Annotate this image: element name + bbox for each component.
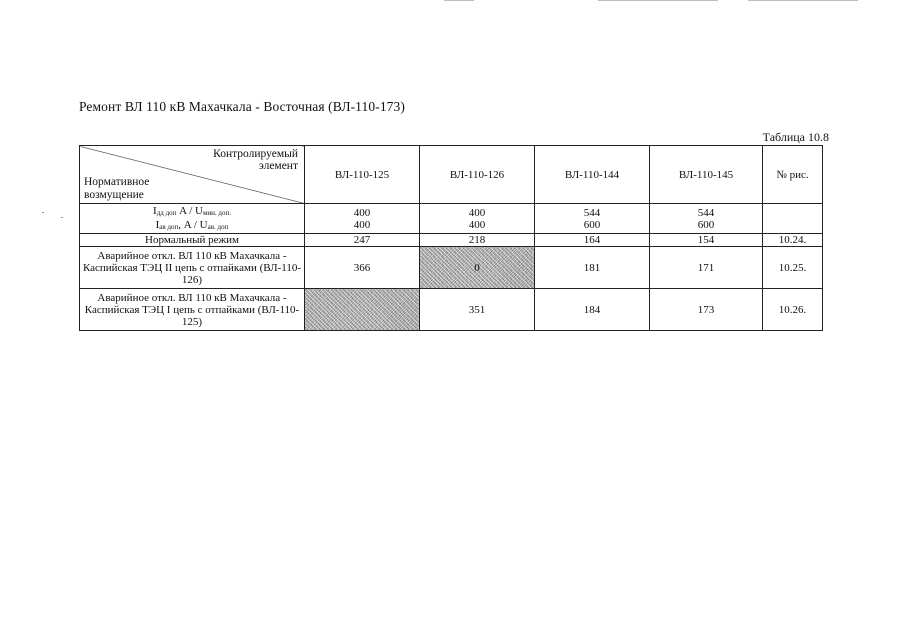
value-cell: 173: [650, 289, 763, 331]
row-label: Аварийное откл. ВЛ 110 кВ Махачкала - Каспийская ТЭЦ II цепь с отпайками (ВЛ-110-126): [80, 247, 305, 289]
value-cell-disconnected: 0: [420, 247, 535, 289]
row-label: Аварийное откл. ВЛ 110 кВ Махачкала - Каспийская ТЭЦ I цепь с отпайками (ВЛ-110-125): [80, 289, 305, 331]
figure-ref: 10.25.: [763, 247, 823, 289]
value-cell: 247: [305, 234, 420, 247]
value-cell: 181: [535, 247, 650, 289]
corner-label-bottom: Нормативное возмущение: [84, 176, 150, 201]
column-header: ВЛ-110-125: [305, 146, 420, 204]
limit-figure-cell: [763, 204, 823, 234]
limit-label-normal: Iдд доп A / Uмин. доп.: [153, 204, 231, 217]
table-row: [80, 234, 823, 247]
value-cell: 164: [535, 234, 650, 247]
limit-value-cell: 400 400: [420, 204, 535, 234]
scan-speck: [61, 217, 63, 218]
column-header: ВЛ-110-145: [650, 146, 763, 204]
figure-ref: 10.24.: [763, 234, 823, 247]
limits-row: [80, 204, 823, 234]
value-cell: 218: [420, 234, 535, 247]
limit-value-cell: 544 600: [650, 204, 763, 234]
table-row: [80, 289, 823, 331]
row-label: Нормальный режим: [80, 234, 305, 247]
header-row: [80, 146, 823, 204]
scan-edge-line: [444, 0, 474, 1]
table-number-label: Таблица 10.8: [762, 130, 829, 144]
table-row: [80, 247, 823, 289]
value-cell: 171: [650, 247, 763, 289]
scan-edge-line: [598, 0, 718, 1]
scan-speck: [42, 212, 44, 213]
results-table: [79, 145, 823, 331]
value-cell: 184: [535, 289, 650, 331]
limit-value-cell: 544 600: [535, 204, 650, 234]
value-cell: 366: [305, 247, 420, 289]
value-cell: 154: [650, 234, 763, 247]
limits-label-cell: [80, 204, 305, 234]
column-header: № рис.: [763, 146, 823, 204]
figure-ref: 10.26.: [763, 289, 823, 331]
value-cell-disconnected: [305, 289, 420, 331]
limit-value-cell: 400 400: [305, 204, 420, 234]
value-cell: 351: [420, 289, 535, 331]
scan-edge-line: [748, 0, 858, 1]
document-title: Ремонт ВЛ 110 кВ Махачкала - Восточная (ВЛ-110-173): [79, 99, 405, 114]
header-corner-cell: [80, 146, 305, 204]
column-header: ВЛ-110-126: [420, 146, 535, 204]
column-header: ВЛ-110-144: [535, 146, 650, 204]
corner-label-top: Контролируемый элемент: [213, 148, 298, 172]
limit-label-emergency: Iав доп, A / Uав. доп: [155, 218, 229, 231]
